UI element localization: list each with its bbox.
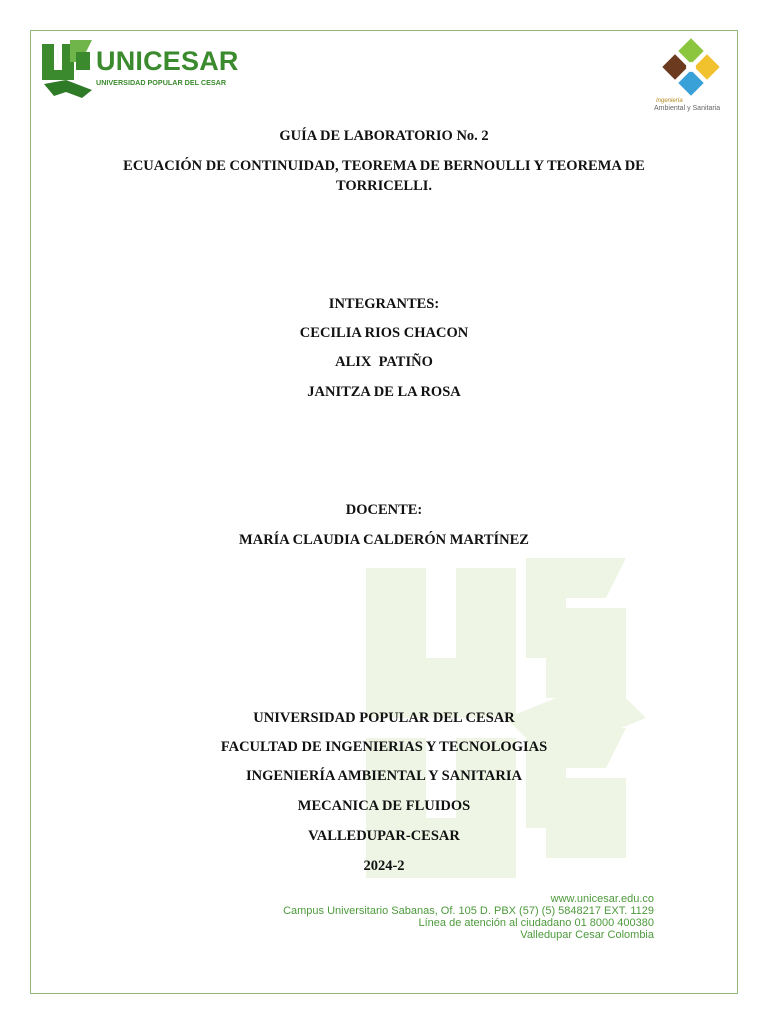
logo-subtitle: UNIVERSIDAD POPULAR DEL CESAR	[96, 78, 227, 87]
teacher-name: MARÍA CLAUDIA CALDERÓN MARTÍNEZ	[239, 532, 529, 548]
program-name: INGENIERÍA AMBIENTAL Y SANITARIA	[246, 768, 522, 784]
logo-brand-text: UNICESAR	[96, 46, 239, 76]
faculty-name: FACULTAD DE INGENIERIAS Y TECNOLOGIAS	[220, 739, 548, 755]
member-name: CECILIA RIOS CHACON	[299, 325, 469, 341]
member-name: JANITZA DE LA ROSA	[307, 384, 461, 400]
course-name: MECANICA DE FLUIDOS	[297, 798, 471, 814]
unicesar-logo	[40, 38, 239, 100]
members-heading: INTEGRANTES:	[328, 296, 440, 312]
guide-title: GUÍA DE LABORATORIO No. 2	[279, 128, 489, 144]
footer-contact	[283, 893, 654, 941]
footer-hotline: Línea de atención al ciudadano 01 8000 400380	[418, 917, 654, 929]
program-logo-caption: Ambiental y Sanitaria	[654, 105, 721, 112]
topic-title-line-1: ECUACIÓN DE CONTINUIDAD, TEOREMA DE BERNOULLI Y TEOREMA DE	[123, 158, 645, 174]
unicesar-emblem-icon	[40, 38, 96, 100]
topic-title-line-2: TORRICELLI.	[335, 178, 433, 194]
footer-location: Valledupar Cesar Colombia	[520, 929, 654, 941]
university-name: UNIVERSIDAD POPULAR DEL CESAR	[253, 710, 515, 726]
city-name: VALLEDUPAR-CESAR	[308, 828, 460, 844]
program-emblem-icon	[652, 38, 732, 98]
footer-address: Campus Universitario Sabanas, Of. 105 D. PBX (57) (5) 5848217 EXT. 1129	[283, 905, 654, 917]
teacher-heading: DOCENTE:	[345, 502, 423, 518]
program-logo	[652, 38, 732, 118]
program-logo-caption-top: Ingeniería	[656, 98, 683, 104]
academic-period: 2024-2	[363, 858, 405, 874]
member-name: ALIX PATIÑO	[335, 354, 433, 370]
footer-website: www.unicesar.edu.co	[550, 893, 654, 905]
